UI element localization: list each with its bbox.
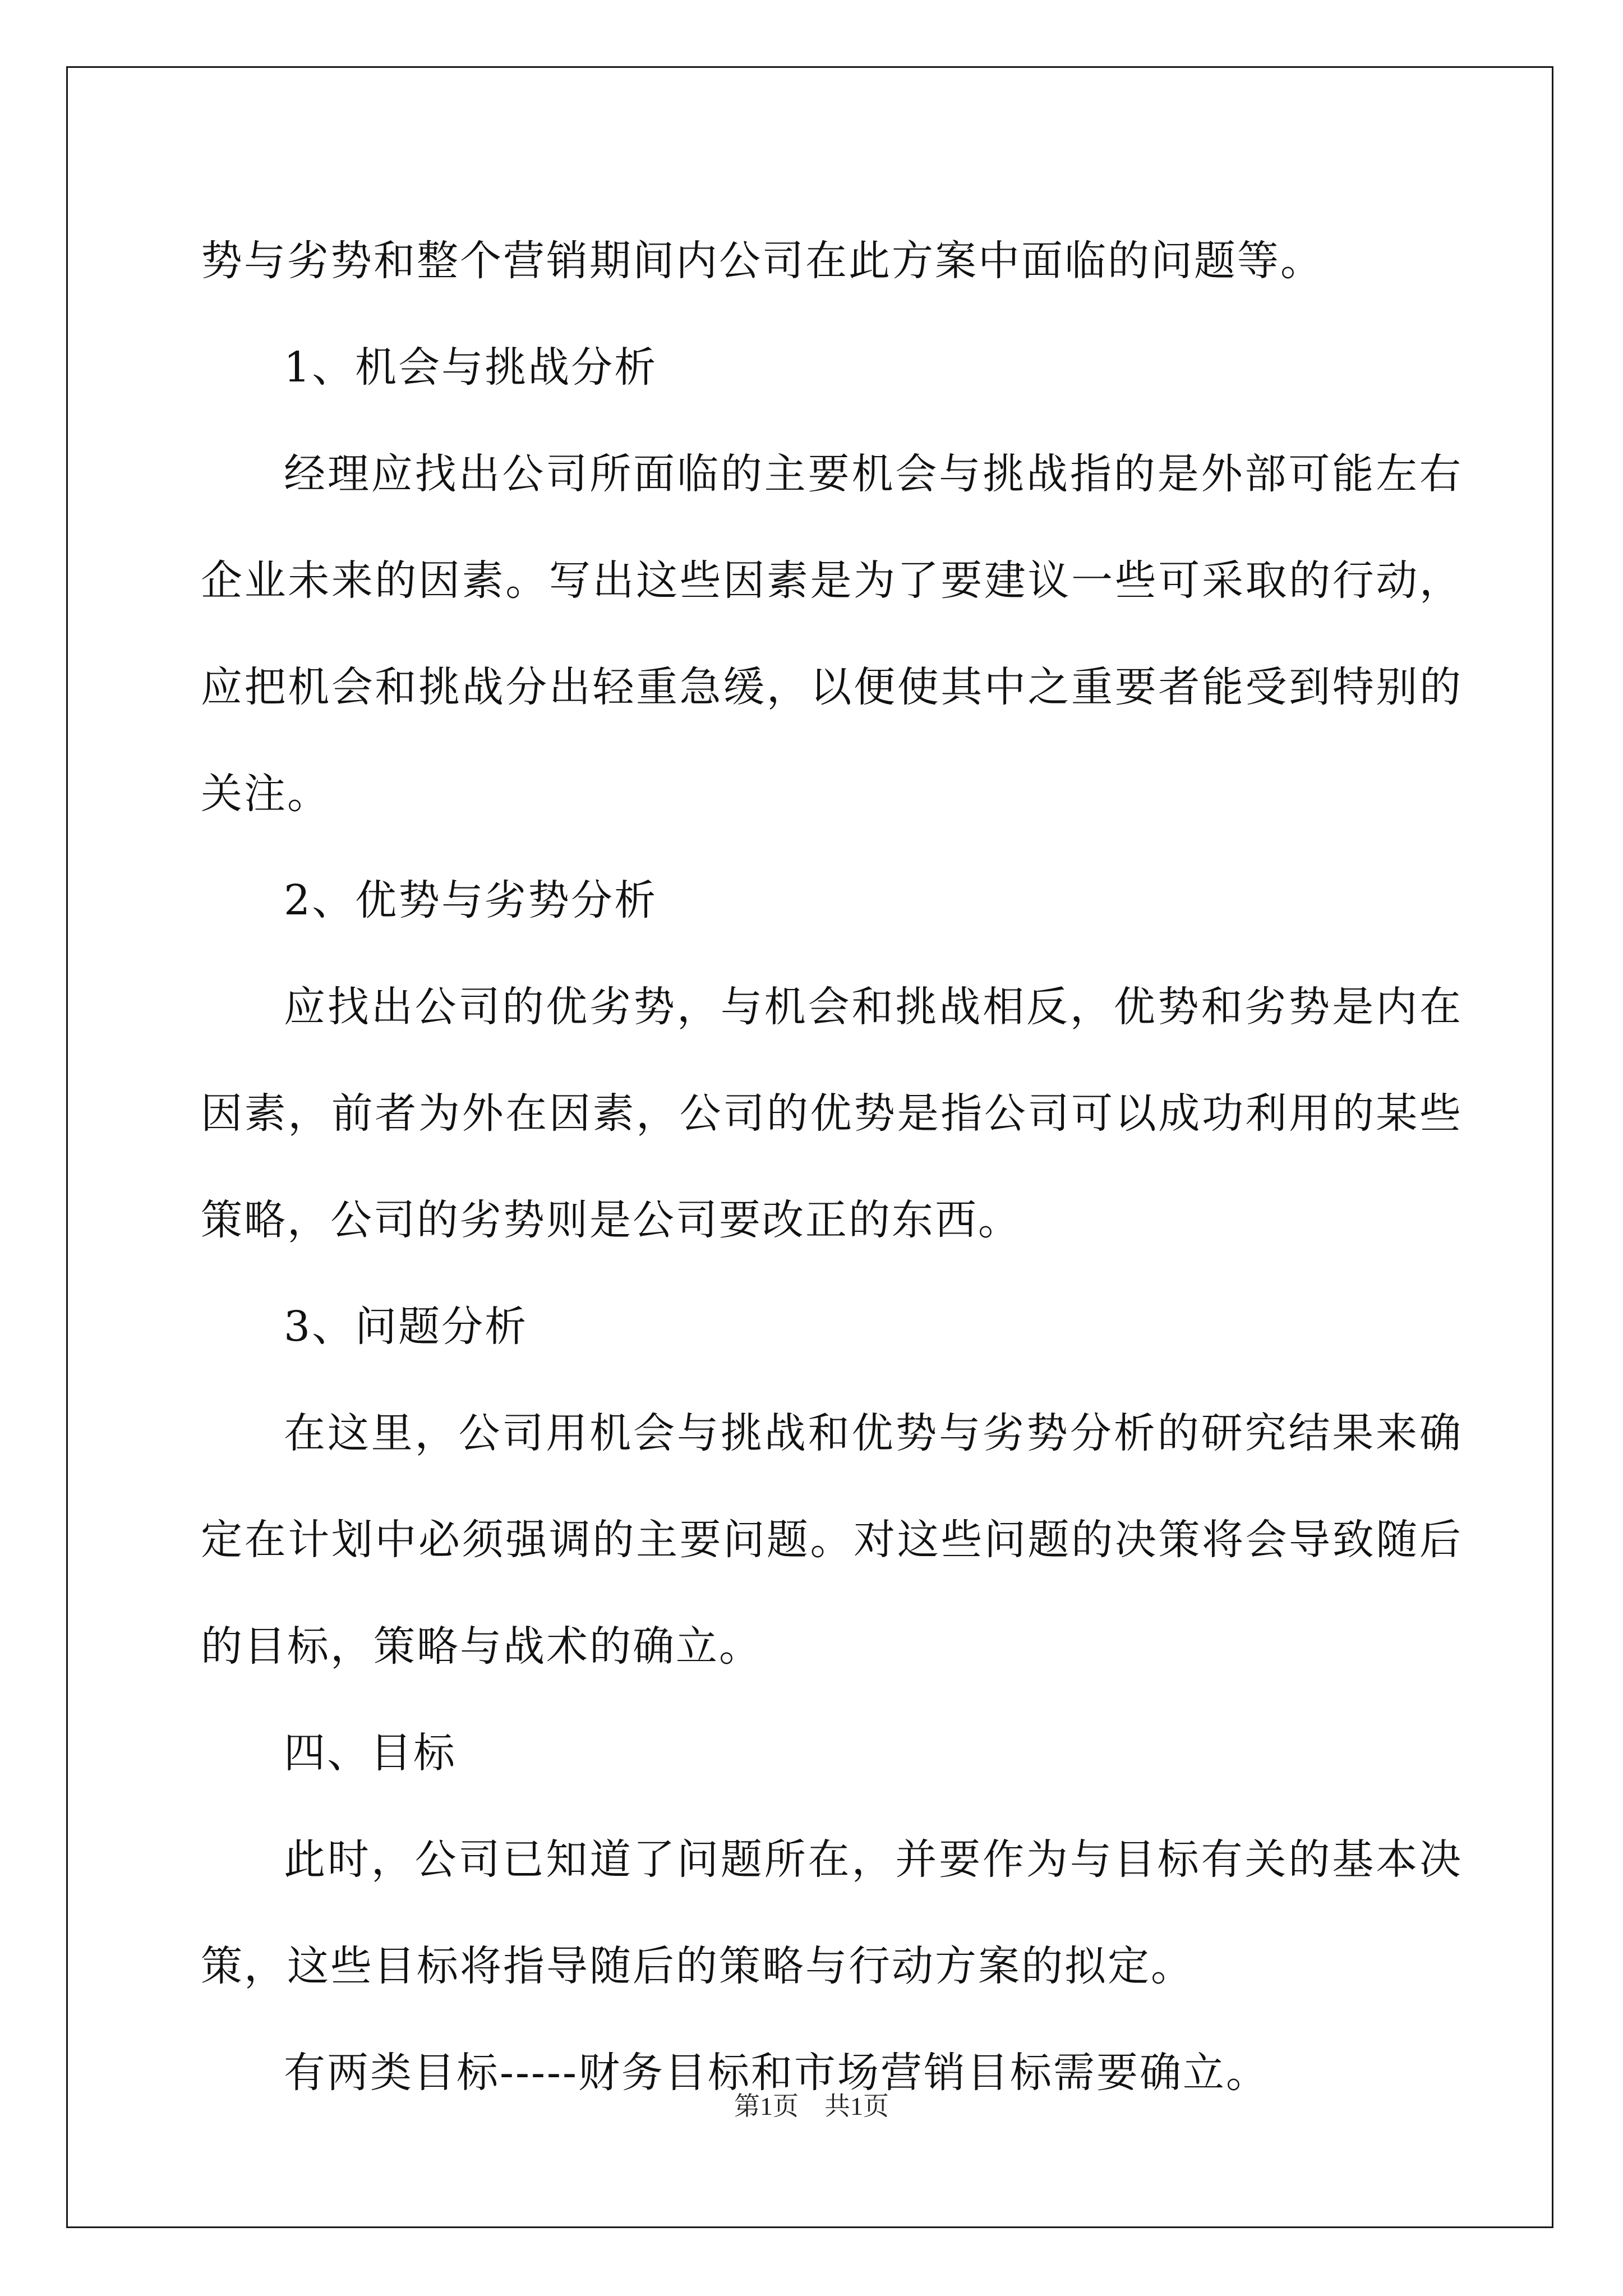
paragraph: 经理应找出公司所面临的主要机会与挑战指的是外部可能左右企业未来的因素。写出这些因素是为了要建议一些可采取的行动，应把机会和挑战分出轻重急缓，以便使其中之重要者能受到特别的关注。 bbox=[201, 450, 1463, 818]
paragraph: 此时，公司已知道了问题所在，并要作为与目标有关的基本决策，这些目标将指导随后的策略与行动方案的拟定。 bbox=[201, 1835, 1463, 1990]
paragraph: 在这里，公司用机会与挑战和优势与劣势分析的研究结果来确定在计划中必须强调的主要问题。对这些问题的决策将会导致随后的目标，策略与战术的确立。 bbox=[201, 1409, 1463, 1671]
page-number-footer: 第1页 共1页 bbox=[734, 2092, 889, 2120]
section-heading-opportunities: 1、机会与挑战分析 bbox=[284, 343, 658, 392]
paragraph: 势与劣势和整个营销期间内公司在此方案中面临的问题等。 bbox=[201, 237, 1324, 285]
paragraph: 有两类目标-----财务目标和市场营销目标需要确立。 bbox=[284, 2049, 1270, 2097]
section-heading-goals: 四、目标 bbox=[284, 1729, 457, 1777]
document-body bbox=[201, 208, 1463, 2126]
section-heading-strengths: 2、优势与劣势分析 bbox=[284, 876, 658, 924]
paragraph: 应找出公司的优劣势，与机会和挑战相反，优势和劣势是内在因素，前者为外在因素，公司的优势是指公司可以成功利用的某些策略，公司的劣势则是公司要改正的东西。 bbox=[201, 983, 1463, 1244]
section-heading-problems: 3、问题分析 bbox=[284, 1303, 528, 1351]
